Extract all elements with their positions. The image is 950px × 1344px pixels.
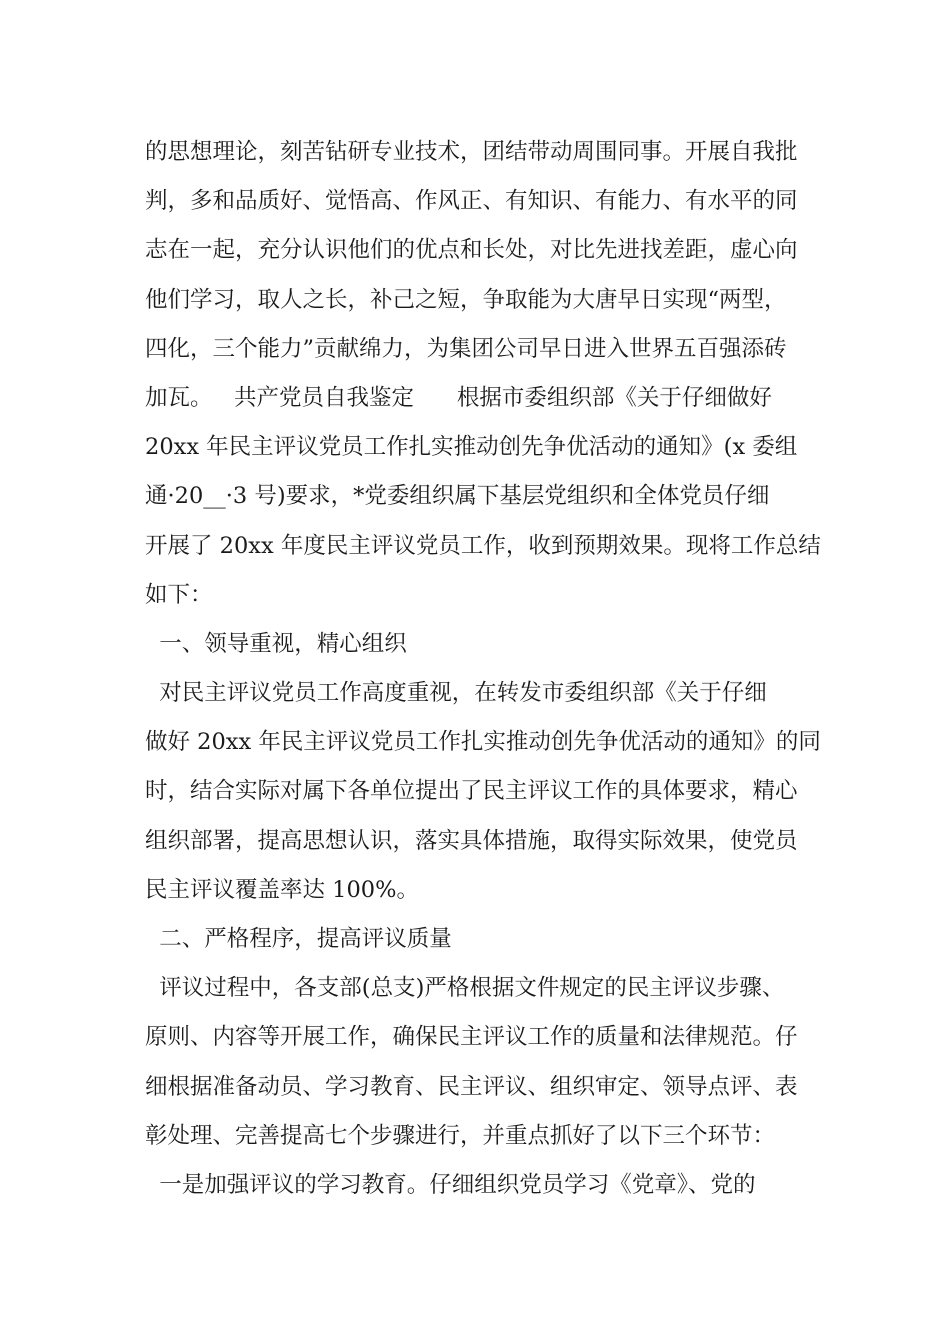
text-line: 细根据准备动员、学习教育、民主评议、组织审定、领导点评、表 (145, 1073, 798, 1100)
text-line: 四化，三个能力”贡献绵力，为集团公司早日进入世界五百强添砖 (145, 335, 787, 362)
text-line: 一是加强评议的学习教育。仔细组织党员学习《党章》、党的 (145, 1171, 756, 1198)
text-line: 通·20__·3 号)要求，*党委组织属下基层党组织和全体党员仔细 (145, 483, 770, 510)
text-line: 对民主评议党员工作高度重视，在转发市委组织部《关于仔细 (145, 680, 767, 707)
text-line: 彰处理、完善提高七个步骤进行，并重点抓好了以下三个环节： (145, 1122, 776, 1149)
text-line: 加瓦。 共产党员自我鉴定 根据市委组织部《关于仔细做好 (145, 384, 772, 411)
text-line: 原则、内容等开展工作，确保民主评议工作的质量和法律规范。仔 (145, 1024, 798, 1051)
text-line: 时，结合实际对属下各单位提出了民主评议工作的具体要求，精心 (145, 778, 798, 805)
document-body (145, 128, 835, 1210)
text-line: 的思想理论，刻苦钻研专业技术，团结带动周围同事。开展自我批 (145, 139, 798, 165)
text-line: 20xx 年民主评议党员工作扎实推动创先争优活动的通知》(x 委组 (145, 434, 798, 461)
text-line: 民主评议覆盖率达 100%。 (145, 876, 419, 903)
text-line: 志在一起，充分认识他们的优点和长处，对比先进找差距，虚心向 (145, 237, 798, 264)
text-line: 开展了 20xx 年度民主评议党员工作，收到预期效果。现将工作总结 (145, 532, 821, 559)
text-line: 如下： (145, 581, 213, 608)
text-line: 他们学习，取人之长，补己之短，争取能为大唐早日实现“两型， (145, 286, 787, 313)
text-line: 判，多和品质好、觉悟高、作风正、有知识、有能力、有水平的同 (145, 188, 798, 215)
text-line: 组织部署，提高思想认识，落实具体措施，取得实际效果，使党员 (145, 827, 798, 854)
section-heading: 一、领导重视，精心组织 (145, 630, 407, 657)
section-heading: 二、严格程序，提高评议质量 (145, 926, 452, 952)
text-line: 做好 20xx 年民主评议党员工作扎实推动创先争优活动的通知》的同 (145, 729, 821, 756)
text-line: 评议过程中，各支部(总支)严格根据文件规定的民主评议步骤、 (145, 975, 785, 1002)
